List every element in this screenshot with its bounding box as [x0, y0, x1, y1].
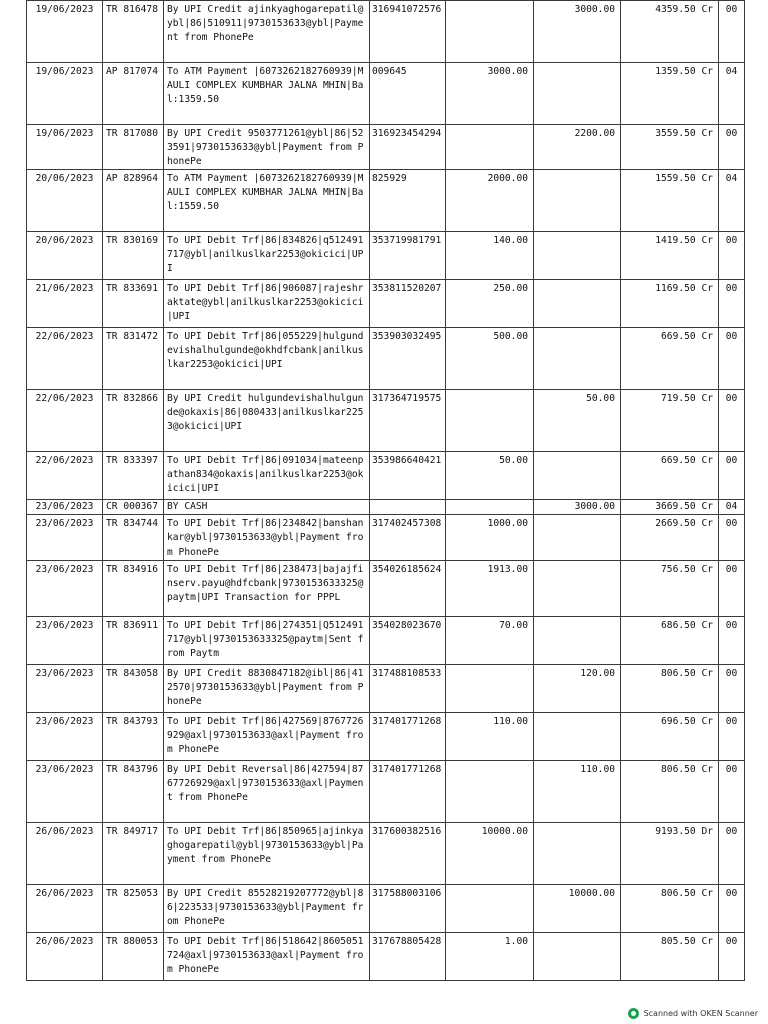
cell-debit: 110.00 — [446, 712, 534, 760]
cell-chq: 316923454294 — [370, 125, 446, 170]
cell-desc: To UPI Debit Trf|86|274351|Q512491717@ybl|9730153633325@paytm|Sent from Paytm — [164, 616, 370, 664]
cell-ref: TR 816478 — [103, 1, 164, 63]
cell-code: 00 — [719, 664, 745, 712]
cell-balance: 806.50 Cr — [621, 760, 719, 822]
cell-date: 22/06/2023 — [27, 452, 103, 500]
cell-date: 20/06/2023 — [27, 232, 103, 280]
cell-balance: 806.50 Cr — [621, 664, 719, 712]
cell-code: 04 — [719, 170, 745, 232]
cell-credit: 50.00 — [534, 390, 621, 452]
cell-code: 00 — [719, 884, 745, 932]
cell-balance: 3669.50 Cr — [621, 500, 719, 515]
cell-date: 26/06/2023 — [27, 932, 103, 980]
cell-date: 19/06/2023 — [27, 125, 103, 170]
cell-date: 26/06/2023 — [27, 884, 103, 932]
cell-ref: TR 836911 — [103, 616, 164, 664]
cell-ref: AP 817074 — [103, 63, 164, 125]
cell-code: 00 — [719, 932, 745, 980]
cell-balance: 806.50 Cr — [621, 884, 719, 932]
cell-chq: 317600382516 — [370, 822, 446, 884]
transaction-row — [27, 1, 745, 63]
cell-debit: 140.00 — [446, 232, 534, 280]
cell-code: 00 — [719, 822, 745, 884]
cell-debit — [446, 664, 534, 712]
cell-ref: TR 834916 — [103, 560, 164, 616]
cell-debit — [446, 390, 534, 452]
cell-date: 23/06/2023 — [27, 664, 103, 712]
cell-code: 00 — [719, 616, 745, 664]
cell-desc: To UPI Debit Trf|86|906087|rajeshraktate@ybl|anilkuslkar2253@okicici|UPI — [164, 280, 370, 328]
cell-credit — [534, 932, 621, 980]
cell-chq: 009645 — [370, 63, 446, 125]
cell-chq: 353986640421 — [370, 452, 446, 500]
cell-date: 23/06/2023 — [27, 515, 103, 560]
cell-date: 20/06/2023 — [27, 170, 103, 232]
cell-code: 00 — [719, 712, 745, 760]
cell-balance: 669.50 Cr — [621, 452, 719, 500]
transaction-row — [27, 63, 745, 125]
cell-chq: 317588003106 — [370, 884, 446, 932]
cell-date: 22/06/2023 — [27, 390, 103, 452]
cell-ref: TR 830169 — [103, 232, 164, 280]
cell-debit: 1913.00 — [446, 560, 534, 616]
cell-balance: 756.50 Cr — [621, 560, 719, 616]
cell-desc: BY CASH — [164, 500, 370, 515]
cell-desc: To UPI Debit Trf|86|850965|ajinkyaghogarepatil@ybl|9730153633@ybl|Payment from PhonePe — [164, 822, 370, 884]
cell-desc: By UPI Debit Reversal|86|427594|8767726929@axl|9730153633@axl|Payment from PhonePe — [164, 760, 370, 822]
cell-debit: 500.00 — [446, 328, 534, 390]
cell-code: 00 — [719, 560, 745, 616]
cell-credit — [534, 328, 621, 390]
cell-debit — [446, 125, 534, 170]
cell-desc: By UPI Credit ajinkyaghogarepatil@ybl|86|510911|9730153633@ybl|Payment from PhonePe — [164, 1, 370, 63]
cell-chq: 825929 — [370, 170, 446, 232]
scanner-watermark-text: Scanned with OKEN Scanner — [643, 1009, 758, 1018]
cell-desc: To UPI Debit Trf|86|091034|mateenpathan834@okaxis|anilkuslkar2253@okicici|UPI — [164, 452, 370, 500]
cell-credit — [534, 452, 621, 500]
cell-ref: TR 833691 — [103, 280, 164, 328]
transaction-row — [27, 452, 745, 500]
cell-date: 23/06/2023 — [27, 500, 103, 515]
cell-chq: 317364719575 — [370, 390, 446, 452]
cell-code: 04 — [719, 500, 745, 515]
cell-debit: 1.00 — [446, 932, 534, 980]
cell-debit: 1000.00 — [446, 515, 534, 560]
cell-credit: 2200.00 — [534, 125, 621, 170]
cell-desc: By UPI Credit 9503771261@ybl|86|523591|9730153633@ybl|Payment from PhonePe — [164, 125, 370, 170]
oken-scanner-logo-icon — [628, 1008, 639, 1019]
transaction-row — [27, 616, 745, 664]
cell-date: 23/06/2023 — [27, 712, 103, 760]
cell-date: 26/06/2023 — [27, 822, 103, 884]
statement-rows — [27, 1, 745, 981]
cell-debit — [446, 760, 534, 822]
cell-credit — [534, 232, 621, 280]
cell-code: 00 — [719, 390, 745, 452]
transaction-row — [27, 390, 745, 452]
transaction-row — [27, 280, 745, 328]
cell-code: 00 — [719, 1, 745, 63]
cell-balance: 9193.50 Dr — [621, 822, 719, 884]
cell-date: 19/06/2023 — [27, 1, 103, 63]
cell-date: 21/06/2023 — [27, 280, 103, 328]
cell-ref: TR 843058 — [103, 664, 164, 712]
cell-code: 00 — [719, 280, 745, 328]
transaction-row — [27, 232, 745, 280]
transaction-row — [27, 515, 745, 560]
transaction-row — [27, 170, 745, 232]
cell-balance: 696.50 Cr — [621, 712, 719, 760]
cell-balance: 1419.50 Cr — [621, 232, 719, 280]
cell-code: 00 — [719, 328, 745, 390]
cell-chq: 353811520207 — [370, 280, 446, 328]
cell-chq: 353903032495 — [370, 328, 446, 390]
cell-debit: 3000.00 — [446, 63, 534, 125]
transaction-row — [27, 884, 745, 932]
scanner-watermark — [628, 1008, 758, 1019]
cell-debit: 70.00 — [446, 616, 534, 664]
cell-desc: By UPI Credit 85528219207772@ybl|86|223533|9730153633@ybl|Payment from PhonePe — [164, 884, 370, 932]
cell-ref: TR 880053 — [103, 932, 164, 980]
cell-debit: 50.00 — [446, 452, 534, 500]
cell-ref: TR 833397 — [103, 452, 164, 500]
cell-desc: To UPI Debit Trf|86|238473|bajajfinserv.payu@hdfcbank|9730153633325@paytm|UPI Transaction for PPPL — [164, 560, 370, 616]
cell-credit: 10000.00 — [534, 884, 621, 932]
cell-balance: 686.50 Cr — [621, 616, 719, 664]
cell-ref: CR 000367 — [103, 500, 164, 515]
cell-debit — [446, 1, 534, 63]
transaction-row — [27, 932, 745, 980]
cell-ref: TR 843796 — [103, 760, 164, 822]
statement-table — [26, 0, 745, 981]
cell-desc: To ATM Payment |6073262182760939|MAULI COMPLEX KUMBHAR JALNA MHIN|Bal:1559.50 — [164, 170, 370, 232]
cell-balance: 3559.50 Cr — [621, 125, 719, 170]
cell-desc: To UPI Debit Trf|86|234842|banshankar@ybl|9730153633@ybl|Payment from PhonePe — [164, 515, 370, 560]
cell-chq: 317401771268 — [370, 760, 446, 822]
cell-code: 04 — [719, 63, 745, 125]
transaction-row — [27, 822, 745, 884]
cell-credit — [534, 560, 621, 616]
cell-date: 23/06/2023 — [27, 560, 103, 616]
cell-balance: 4359.50 Cr — [621, 1, 719, 63]
cell-ref: TR 831472 — [103, 328, 164, 390]
cell-chq — [370, 500, 446, 515]
transaction-row — [27, 664, 745, 712]
transaction-row — [27, 125, 745, 170]
cell-ref: TR 832866 — [103, 390, 164, 452]
cell-desc: To UPI Debit Trf|86|055229|hulgundevishalhulgunde@okhdfcbank|anilkuslkar2253@okicici|UPI — [164, 328, 370, 390]
cell-date: 23/06/2023 — [27, 760, 103, 822]
cell-ref: TR 843793 — [103, 712, 164, 760]
cell-ref: AP 828964 — [103, 170, 164, 232]
cell-code: 00 — [719, 452, 745, 500]
cell-ref: TR 834744 — [103, 515, 164, 560]
cell-debit — [446, 500, 534, 515]
transaction-row — [27, 560, 745, 616]
cell-desc: By UPI Credit hulgundevishalhulgunde@okaxis|86|080433|anilkuslkar2253@okicici|UPI — [164, 390, 370, 452]
cell-ref: TR 817080 — [103, 125, 164, 170]
cell-balance: 719.50 Cr — [621, 390, 719, 452]
transaction-row — [27, 760, 745, 822]
cell-code: 00 — [719, 515, 745, 560]
cell-credit — [534, 170, 621, 232]
cell-chq: 354028023670 — [370, 616, 446, 664]
cell-chq: 353719981791 — [370, 232, 446, 280]
cell-ref: TR 825053 — [103, 884, 164, 932]
cell-desc: To UPI Debit Trf|86|427569|8767726929@axl|9730153633@axl|Payment from PhonePe — [164, 712, 370, 760]
cell-chq: 354026185624 — [370, 560, 446, 616]
cell-balance: 805.50 Cr — [621, 932, 719, 980]
cell-debit: 250.00 — [446, 280, 534, 328]
cell-date: 23/06/2023 — [27, 616, 103, 664]
cell-credit — [534, 822, 621, 884]
cell-credit: 120.00 — [534, 664, 621, 712]
cell-credit — [534, 63, 621, 125]
transaction-row — [27, 712, 745, 760]
cell-code: 00 — [719, 232, 745, 280]
cell-chq: 317401771268 — [370, 712, 446, 760]
transaction-row — [27, 328, 745, 390]
cell-credit: 3000.00 — [534, 1, 621, 63]
cell-chq: 317402457308 — [370, 515, 446, 560]
cell-credit: 110.00 — [534, 760, 621, 822]
cell-chq: 316941072576 — [370, 1, 446, 63]
cell-credit — [534, 616, 621, 664]
cell-credit — [534, 712, 621, 760]
cell-desc: To UPI Debit Trf|86|518642|8605051724@axl|9730153633@axl|Payment from PhonePe — [164, 932, 370, 980]
cell-balance: 1169.50 Cr — [621, 280, 719, 328]
cell-ref: TR 849717 — [103, 822, 164, 884]
cell-credit — [534, 515, 621, 560]
cell-balance: 1359.50 Cr — [621, 63, 719, 125]
cell-balance: 1559.50 Cr — [621, 170, 719, 232]
cell-balance: 2669.50 Cr — [621, 515, 719, 560]
cell-balance: 669.50 Cr — [621, 328, 719, 390]
cell-debit: 2000.00 — [446, 170, 534, 232]
cell-desc: By UPI Credit 8830847182@ibl|86|412570|9730153633@ybl|Payment from PhonePe — [164, 664, 370, 712]
cell-desc: To ATM Payment |6073262182760939|MAULI COMPLEX KUMBHAR JALNA MHIN|Bal:1359.50 — [164, 63, 370, 125]
cell-chq: 317678805428 — [370, 932, 446, 980]
cell-code: 00 — [719, 125, 745, 170]
cell-date: 19/06/2023 — [27, 63, 103, 125]
cell-debit: 10000.00 — [446, 822, 534, 884]
cell-credit: 3000.00 — [534, 500, 621, 515]
transaction-row — [27, 500, 745, 515]
cell-chq: 317488108533 — [370, 664, 446, 712]
cell-code: 00 — [719, 760, 745, 822]
cell-date: 22/06/2023 — [27, 328, 103, 390]
cell-credit — [534, 280, 621, 328]
cell-debit — [446, 884, 534, 932]
cell-desc: To UPI Debit Trf|86|834826|q512491717@ybl|anilkuslkar2253@okicici|UPI — [164, 232, 370, 280]
